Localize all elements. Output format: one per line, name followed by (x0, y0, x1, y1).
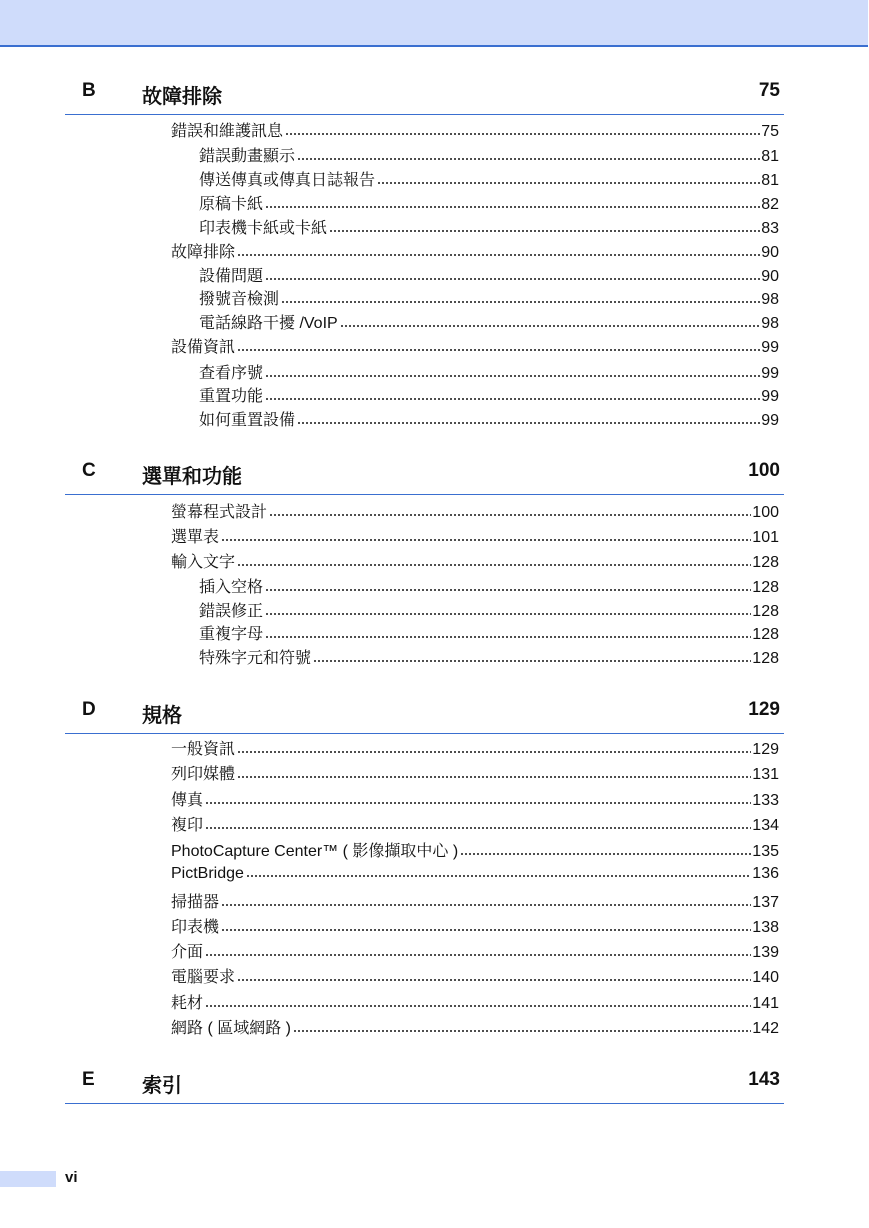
section-page-number: 143 (748, 1069, 780, 1090)
toc-entry-page: 139 (752, 944, 779, 961)
toc-entry[interactable] (171, 740, 779, 760)
toc-entry-page: 128 (752, 626, 779, 643)
toc-entry-title: 插入空格 (199, 579, 264, 596)
toc-entry[interactable] (171, 842, 779, 862)
dot-leader (265, 198, 760, 209)
toc-entry-title: PhotoCapture Center™ ( 影像擷取中心 ) (171, 843, 459, 860)
toc-entry-page: 128 (752, 650, 779, 667)
toc-entry[interactable] (171, 338, 779, 358)
toc-entry-title: 如何重置設備 (199, 412, 296, 429)
toc-entry[interactable] (199, 364, 779, 384)
toc-entry-page: 101 (752, 529, 779, 546)
toc-entry-page: 100 (752, 504, 779, 521)
page-number: vi (65, 1169, 78, 1186)
dot-leader (377, 174, 760, 185)
toc-entry[interactable] (171, 791, 779, 811)
toc-entry[interactable] (199, 171, 779, 191)
toc-entry[interactable] (171, 816, 779, 836)
toc-entry[interactable] (199, 290, 779, 310)
dot-leader (265, 390, 760, 401)
toc-entry-page: 99 (761, 365, 779, 382)
section-title[interactable]: 故障排除 (142, 86, 222, 108)
toc-entry-title: 耗材 (171, 995, 204, 1012)
toc-entry[interactable] (171, 122, 779, 142)
toc-entry[interactable] (199, 314, 779, 334)
section-title[interactable]: 規格 (142, 705, 182, 727)
toc-entry-title: 印表機 (171, 919, 220, 936)
dot-leader (221, 921, 751, 932)
toc-entry-title: 錯誤動畫顯示 (199, 148, 296, 165)
toc-entry-title: 原稿卡紙 (199, 196, 264, 213)
dot-leader (297, 414, 760, 425)
toc-entry[interactable] (199, 411, 779, 431)
toc-entry-page: 137 (752, 894, 779, 911)
toc-entry[interactable] (171, 503, 779, 523)
dot-leader (340, 317, 761, 328)
dot-leader (329, 222, 760, 233)
toc-entry[interactable] (199, 602, 779, 622)
section-letter: B (82, 80, 96, 101)
toc-entry[interactable] (171, 994, 779, 1014)
toc-entry-page: 138 (752, 919, 779, 936)
toc-entry-page: 128 (752, 603, 779, 620)
toc-entry-title: 電腦要求 (171, 969, 236, 986)
toc-entry-page: 82 (761, 196, 779, 213)
toc-entry[interactable] (199, 267, 779, 287)
dot-leader (293, 1022, 751, 1033)
toc-entry-title: 一般資訊 (171, 741, 236, 758)
dot-leader (265, 605, 751, 616)
toc-entry-title: PictBridge (171, 865, 244, 882)
toc-entry[interactable] (199, 387, 779, 407)
dot-leader (221, 531, 751, 542)
toc-entry[interactable] (171, 918, 779, 938)
toc-entry-page: 135 (752, 843, 779, 860)
toc-entry[interactable] (171, 968, 779, 988)
toc-entry-page: 99 (761, 339, 779, 356)
section-header-d (65, 699, 784, 734)
toc-entry-title: 設備資訊 (171, 339, 236, 356)
section-letter: C (82, 460, 96, 481)
dot-leader (205, 946, 751, 957)
section-page-number: 100 (748, 460, 780, 481)
toc-entry-title: 網路 ( 區域網路 ) (171, 1020, 291, 1037)
toc-entry-title: 特殊字元和符號 (199, 650, 312, 667)
toc-entry-title: 複印 (171, 817, 204, 834)
section-header-e (65, 1069, 784, 1104)
toc-entry-title: 電話線路干擾 /VoIP (199, 315, 338, 332)
dot-leader (237, 743, 751, 754)
toc-entry-page: 142 (752, 1020, 779, 1037)
toc-entry-page: 141 (752, 995, 779, 1012)
toc-entry-title: 查看序號 (199, 365, 264, 382)
toc-entry-page: 81 (761, 172, 779, 189)
toc-entry[interactable] (199, 195, 779, 215)
toc-entry-page: 90 (761, 244, 779, 261)
toc-entry-page: 128 (752, 579, 779, 596)
toc-entry-page: 99 (761, 388, 779, 405)
toc-entry-page: 133 (752, 792, 779, 809)
toc-entry[interactable] (199, 147, 779, 167)
toc-entry-page: 98 (761, 291, 779, 308)
section-title[interactable]: 選單和功能 (142, 466, 242, 488)
toc-entry-title: 選單表 (171, 529, 220, 546)
dot-leader (205, 997, 751, 1008)
toc-entry[interactable] (199, 578, 779, 598)
toc-entry[interactable] (199, 649, 779, 669)
toc-entry[interactable] (171, 893, 779, 913)
dot-leader (297, 150, 760, 161)
dot-leader (313, 652, 751, 663)
toc-entry-title: 傳真 (171, 792, 204, 809)
toc-entry-title: 錯誤和維護訊息 (171, 123, 284, 140)
toc-entry[interactable] (171, 553, 779, 573)
toc-entry[interactable] (171, 1019, 779, 1039)
toc-entry-page: 83 (761, 220, 779, 237)
dot-leader (265, 270, 760, 281)
dot-leader (237, 768, 751, 779)
toc-entry-page: 75 (761, 123, 779, 140)
dot-leader (265, 581, 751, 592)
toc-entry-page: 140 (752, 969, 779, 986)
toc-entry[interactable] (199, 625, 779, 645)
dot-leader (460, 845, 751, 856)
toc-entry-title: 重置功能 (199, 388, 264, 405)
dot-leader (221, 896, 751, 907)
toc-entry-title: 撥號音檢測 (199, 291, 280, 308)
toc-entry-page: 136 (752, 865, 779, 882)
dot-leader (237, 246, 760, 257)
toc-entry-title: 印表機卡紙或卡紙 (199, 220, 328, 237)
toc-entry-title: 重複字母 (199, 626, 264, 643)
toc-entry[interactable] (171, 765, 779, 785)
toc-entry-page: 98 (761, 315, 779, 332)
dot-leader (281, 293, 760, 304)
dot-leader (285, 125, 760, 136)
toc-entry[interactable] (171, 943, 779, 963)
section-page-number: 75 (758, 80, 780, 101)
toc-entry[interactable] (171, 243, 779, 263)
section-header-b (65, 80, 784, 115)
section-title[interactable]: 索引 (142, 1075, 182, 1097)
dot-leader (265, 628, 751, 639)
toc-entry[interactable] (171, 528, 779, 548)
toc-entry-title: 介面 (171, 944, 204, 961)
toc-entry-title: 設備問題 (199, 268, 264, 285)
toc-entry-page: 81 (761, 148, 779, 165)
toc-entry-title: 掃描器 (171, 894, 220, 911)
dot-leader (237, 341, 760, 352)
toc-entry-page: 128 (752, 554, 779, 571)
dot-leader (205, 819, 751, 830)
toc-entry-page: 134 (752, 817, 779, 834)
toc-entry[interactable] (199, 219, 779, 239)
toc-entry-title: 列印媒體 (171, 766, 236, 783)
dot-leader (237, 556, 751, 567)
section-page-number: 129 (748, 699, 780, 720)
dot-leader (237, 971, 751, 982)
toc-entry-title: 傳送傳真或傳真日誌報告 (199, 172, 376, 189)
dot-leader (246, 867, 751, 878)
dot-leader (265, 367, 760, 378)
section-header-c (65, 460, 784, 495)
toc-entry-title: 錯誤修正 (199, 603, 264, 620)
section-letter: E (82, 1069, 95, 1090)
footer-tab (0, 1171, 56, 1187)
section-letter: D (82, 699, 96, 720)
toc-entry-title: 故障排除 (171, 244, 236, 261)
toc-entry-page: 129 (752, 741, 779, 758)
toc-entry-title: 輸入文字 (171, 554, 236, 571)
toc-entry-page: 131 (752, 766, 779, 783)
toc-entry[interactable] (171, 864, 779, 884)
toc-entry-page: 90 (761, 268, 779, 285)
toc-entry-page: 99 (761, 412, 779, 429)
toc-entry-title: 螢幕程式設計 (171, 504, 268, 521)
dot-leader (269, 506, 751, 517)
dot-leader (205, 794, 751, 805)
